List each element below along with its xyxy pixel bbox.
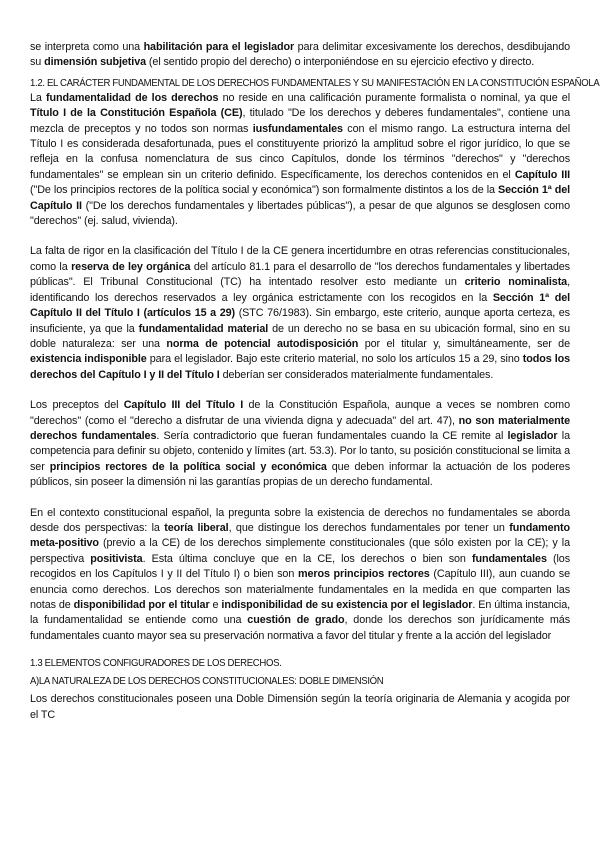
bold-run: criterio nominalista [464,276,568,289]
text-run: . Esta última concluye que en la CE, los derechos o bien son [142,552,472,565]
paragraph-falta-de-rigor [30,244,570,383]
bold-run: dimensión subjetiva [44,56,147,69]
bold-run: Título I de la Constitución Española (CE) [30,107,243,120]
text-run: que deben informar la actuación de los poderes públicos, sin poseer la dimensión ni las garantías propias de un derecho fundamental. [30,460,570,489]
bold-run: teoría liberal [164,521,229,534]
paragraph-contexto-constitucional [30,506,570,645]
text-run: ("De los derechos fundamentales y libertades públicas"), a pesar de que algunos se desglosen como "derechos" (ej. salud, vivienda). [30,199,570,228]
paragraph-capitulo-iii [30,398,570,490]
bold-run: fundamentalidad material [138,322,269,335]
text-run: la competencia para definir su objeto, contenido y límites (art. 53.3). Por lo tanto, su posición constitucional se limita a ser [30,429,570,473]
heading-1-3: 1.3 ELEMENTOS CONFIGURADORES DE LOS DERECHOS. [30,658,282,670]
bold-run: habilitación para el legislador [143,41,295,53]
heading-1-2: 1.2. EL CARÁCTER FUNDAMENTAL DE LOS DERECHOS FUNDAMENTALES Y SU MANIFESTACIÓN EN LA CONSTITUCIÓN ESPAÑOLA [30,77,600,89]
text-run: con el mismo rango. La estructura interna del Título I es considerada desafortunada, pues el constituyente priorizó la amplitud sobre el rigor jurídico, lo que se refleja en la confusa nomenclatura de sus cinco Capítulos, donde los términos "derechos" y "derechos fundamentales" se emplean sin un criterio definido. Específicamente, los derechos contenidos en el [30,122,570,181]
text-run: e [209,599,222,611]
bold-run: no son materialmente derechos fundamentales [30,414,570,442]
text-run: del artículo 81.1 para el desarrollo de "los derechos fundamentales y libertades públicas". El Tribunal Constitucional (TC) ha intentado resolver esto mediante un [30,260,570,289]
text-run: , titulado "De los derechos y deberes fundamentales", contiene una mezcla de preceptos y no todos son normas [30,107,570,135]
text-run: , identificando los derechos reservados a ley orgánica estrictamente con los recogidos en la [30,276,570,304]
text-run: de un derecho no se basa en su ubicación formal, sino en su doble naturaleza: ser una [30,322,570,350]
paragraph-intro-continuation [30,40,570,71]
bold-run: Sección 1ª del Capítulo II [30,184,571,212]
text-run: (el sentido propio del derecho) o interponiéndose en su ejercicio efectivo y directo. [146,56,535,69]
text-run: . En última instancia, la fundamentalidad se entiende como una [30,599,570,627]
bold-run: norma de potencial autodisposición [166,337,359,350]
text-run: Los preceptos del [30,399,124,412]
bold-run: disponibilidad por el titular [73,599,210,611]
paragraph-doble-dimension [30,692,570,723]
text-run: deberían ser considerados materialmente fundamentales. [219,368,494,381]
text-run: para delimitar excesivamente los derechos, desdibujando su [30,41,571,69]
text-run: de la Constitución Española, aunque a veces se nombren como "derechos" (como el "derecho a disfrutar de una vivienda digna y adecuada" del art. 47), [30,399,570,427]
bold-run: Capítulo III del Título I [123,399,244,412]
text-run: En el contexto constitucional español, la pregunta sobre la existencia de derechos no fundamentales se aborda desde dos perspectivas: la [30,506,570,534]
bold-run: iusfundamentales [252,122,343,135]
bold-run: todos los derechos del Capítulo I y II del Título I [30,353,571,381]
bold-run: fundamento meta-positivo [30,521,571,550]
heading-a-doble-dimension: A)LA NATURALEZA DE LOS DERECHOS CONSTITUCIONALES: DOBLE DIMENSIÓN [30,676,384,688]
bold-run: reserva de ley orgánica [71,260,191,273]
bold-run: cuestión de grado [247,614,345,627]
bold-run: fundamentalidad de los derechos [46,91,219,104]
text-run: no reside en una calificación puramente formalista o nominal, ya que el [218,91,570,104]
bold-run: indisponibilidad de su existencia por el legislador [221,599,473,611]
bold-run: legislador [507,429,558,442]
bold-run: Sección 1ª del Capítulo II del Título I (artículos 15 a 29) [30,291,571,320]
bold-run: existencia indisponible [30,353,147,366]
paragraph-fundamentalidad [30,91,570,230]
text-run: (previo a la CE) de los derechos simplemente constitucionales (que sólo existen por la CE); y la perspectiva [30,537,570,565]
text-run: . Sería contradictorio que fueran fundamentales cuando la CE remite al [156,429,508,442]
bold-run: positivista [90,552,143,565]
text-run: (Capítulo III), aun cuando se enuncia como derechos. Los derechos son materialmente fundamentales en la medida en que comparten las notas de [30,568,570,611]
text-run: Los derechos constitucionales poseen una Doble Dimensión según la teoría originaria de Alemania y acogida por el TC [30,693,570,721]
bold-run: Capítulo III [514,168,571,181]
text-run: La [30,91,47,104]
text-run: ("De los principios rectores de la política social y económica") son formalmente distintos a los de la [30,184,499,197]
text-run: para el legislador. Bajo este criterio material, no solo los artículos 15 a 29, sino [146,353,523,366]
text-run: (STC 76/1983). Sin embargo, este criterio, aunque aporta certeza, es insuficiente, ya que la [30,307,570,335]
bold-run: meros principios rectores [297,568,430,581]
text-run: (los recogidos en los Capítulos I y II del Título I) o bien son [30,552,570,581]
bold-run: fundamentales [471,552,547,565]
text-run: La falta de rigor en la clasificación del Título I de la CE genera incertidumbre en otras referencias constitucionales, como la [30,245,570,273]
text-run: se interpreta como una [30,41,144,53]
text-run: , donde los derechos son jurídicamente más fundamentales cuanto mayor sea su preservación normativa a favor del titular y frente a la acción del legislador [30,614,570,642]
text-run: por el titular y, simultáneamente, ser de [358,337,570,350]
document-body [30,40,600,723]
text-run: , que distingue los derechos fundamentales por tener un [228,521,510,534]
bold-run: principios rectores de la política social y económica [49,460,327,473]
